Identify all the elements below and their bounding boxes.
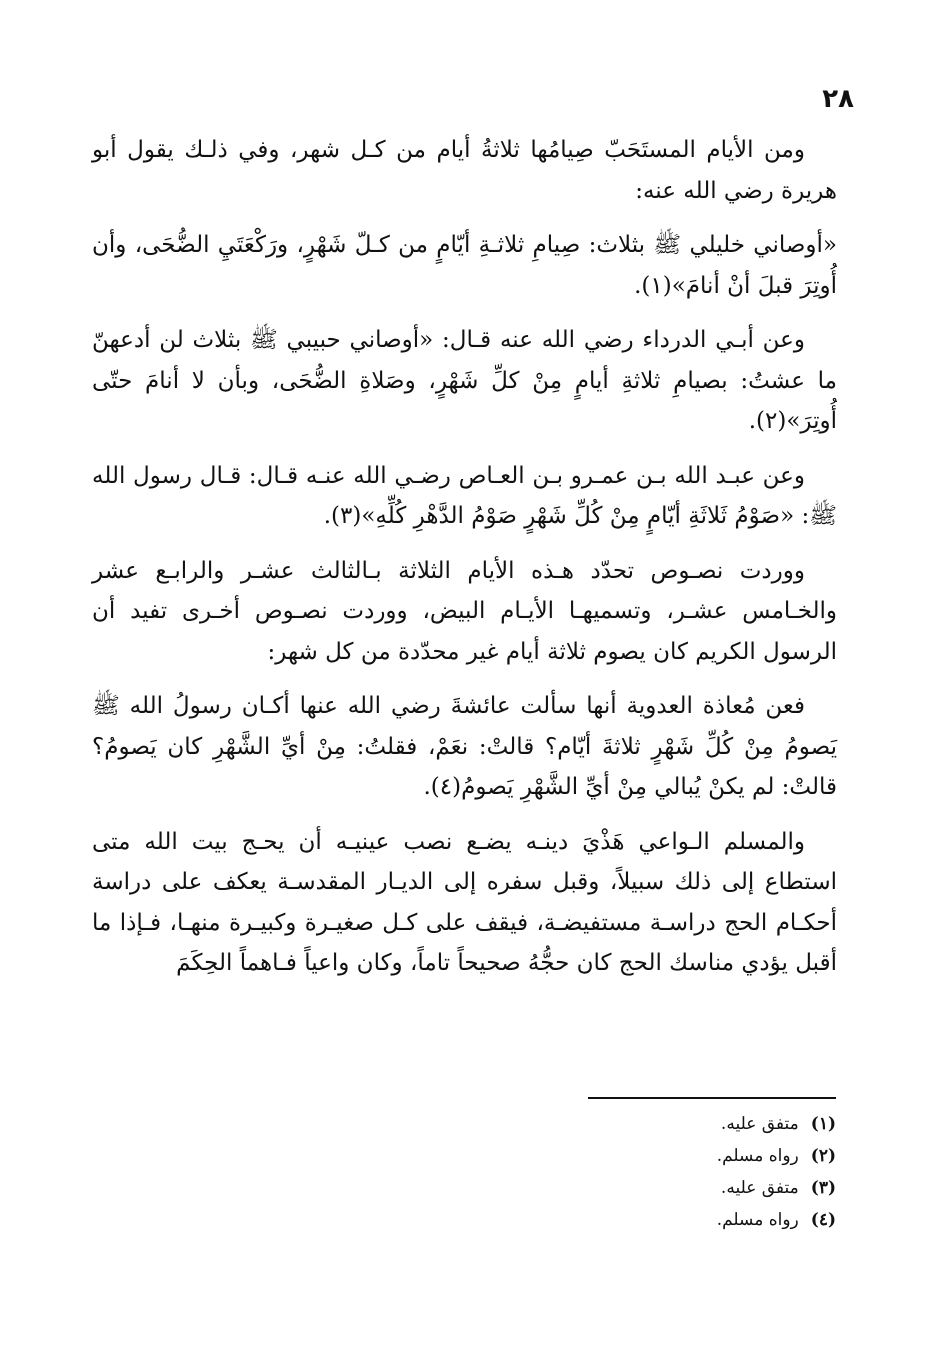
footnote-number: (٤) [810, 1210, 836, 1230]
footnote-3 [560, 1172, 836, 1204]
paragraph-2-hadith-quote: «أوصاني خليلي ﷺ بثلاث: صِيامِ ثلاثـةِ أيّامٍ من كـلّ شَهْرٍ، ورَكْعَتَيِ الضُّحَى، وأن أُوتِرَ قبلَ أنْ أنامَ»(١). [92, 232, 837, 299]
footnote-text: متفق عليه. [720, 1178, 799, 1198]
paragraph-1: ومن الأيام المستَحَبّ صِيامُها ثلاثةُ أيام من كـل شهر، وفي ذلـك يقول أبو هريرة رضي الله عنه: [92, 137, 837, 204]
footnote-1 [560, 1108, 836, 1140]
paragraph-6: فعن مُعاذة العدوية أنها سألت عائشةَ رضي الله عنها أكـان رسولُ الله ﷺ يَصومُ مِنْ كُلِّ شَهْرٍ ثلاثةَ أيّام؟ قالتْ: نعَمْ، فقلتُ: مِنْ أيِّ الشَّهْرِ كان يَصومُ؟ قالتْ: لم يكنْ يُبالي مِنْ أيِّ الشَّهْرِ يَصومُ(٤). [92, 693, 837, 800]
paragraph-7: والمسلم الـواعي هَذْيَ دينـه يضـع نصب عينيـه أن يحـج بيت الله متى استطاع إلى ذلك سبيلاً، وقبل سفره إلى الديـار المقدسـة يعكف على دراسة أحكـام الحج دراسـة مستفيضـة، فيقف على كـل صغيـرة وكبيـرة منهـا، فـإذا ما أقبل يؤدي مناسك الحج كان حجُّهُ صحيحاً تاماً، وكان واعياً فـاهماً الحِكَمَ [92, 828, 837, 976]
paragraph-4: وعن عبـد الله بـن عمـرو بـن العـاص رضـي الله عنـه قـال: قـال رسول الله ﷺ: «صَوْمُ ثَلاثَةِ أيّامٍ مِنْ كُلِّ شَهْرٍ صَوْمُ الدَّهْرِ كُلِّهِ»(٣). [92, 462, 837, 529]
footnote-number: (٣) [810, 1178, 836, 1198]
footnotes [560, 1108, 836, 1236]
footnote-number: (٢) [810, 1146, 836, 1166]
footnote-number: (١) [810, 1114, 836, 1134]
footnote-text: رواه مسلم. [716, 1210, 799, 1230]
paragraph-5: ووردت نصـوص تحدّد هـذه الأيام الثلاثة بـالثالث عشـر والرابـع عشر والخـامس عشـر، وتسميهـا الأيـام البيض، ووردت نصـوص أخـرى تفيد أن الرسول الكريم كان يصوم ثلاثة أيام غير محدّدة من كل شهر: [92, 557, 837, 665]
paragraph-3: وعن أبـي الدرداء رضي الله عنه قـال: «أوصاني حبيبي ﷺ بثلاث لن أدعهنّ ما عشتُ: بصيامِ ثلاثةِ أيامٍ مِنْ كلِّ شَهْرٍ، وصَلاةِ الضُّحَى، وبأن لا أنامَ حتّى أُوتِرَ»(٢). [92, 327, 837, 434]
footnote-2 [560, 1140, 836, 1172]
page-number: ٢٨ [822, 84, 854, 114]
footnote-text: رواه مسلم. [716, 1146, 799, 1166]
footnote-divider [588, 1097, 836, 1099]
body-text [92, 130, 837, 998]
footnote-text: متفق عليه. [720, 1114, 799, 1134]
footnote-4 [560, 1204, 836, 1236]
